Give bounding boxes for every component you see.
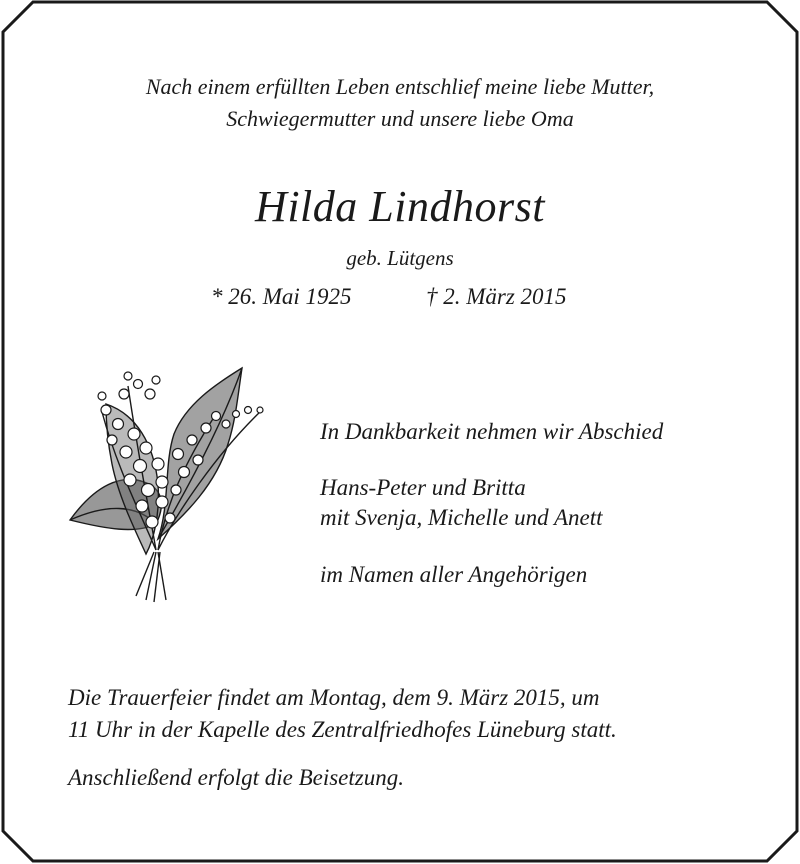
- service-line-1: Die Trauerfeier findet am Montag, dem 9. März 2015, um: [68, 685, 600, 710]
- relatives-line: im Namen aller Angehörigen: [320, 562, 588, 587]
- birth-date: * 26. Mai 1925: [211, 284, 352, 309]
- burial-line: Anschließend erfolgt die Beisetzung.: [68, 765, 404, 790]
- deceased-name: Hilda Lindhorst: [255, 182, 545, 231]
- lily-of-the-valley-icon: [66, 364, 272, 604]
- service-line-2: 11 Uhr in der Kapelle des Zentralfriedhofes Lüneburg statt.: [68, 717, 617, 742]
- intro-line-1: Nach einem erfüllten Leben entschlief meine liebe Mutter,: [145, 74, 655, 99]
- intro-line-2: Schwiegermutter und unsere liebe Oma: [226, 106, 574, 131]
- family-line-2: mit Svenja, Michelle und Anett: [320, 505, 603, 530]
- birth-name: geb. Lütgens: [346, 246, 454, 270]
- thanks-line: In Dankbarkeit nehmen wir Abschied: [320, 419, 664, 444]
- family-line-1: Hans-Peter und Britta: [320, 475, 526, 500]
- death-date: † 2. März 2015: [426, 284, 567, 309]
